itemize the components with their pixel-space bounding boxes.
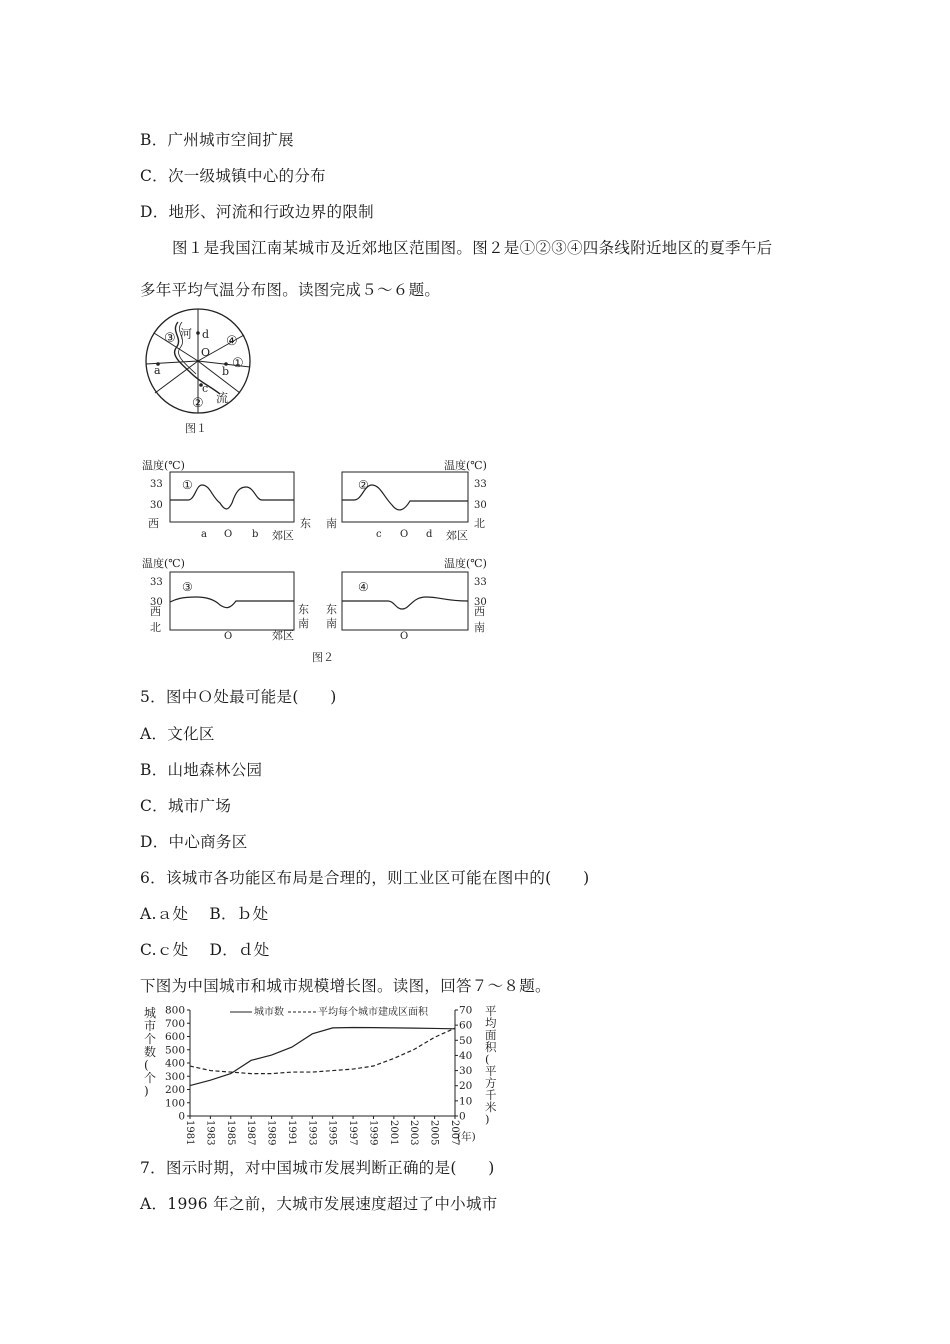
p3-suburb: 郊区 [272,629,294,642]
intro-q7-8: 下图为中国城市和城市规模增长图。读图，回答７～８题。 [140,977,551,995]
panel-3 [142,556,309,642]
p1-tick-b: b [252,529,259,540]
right-axis-label-char: ( [485,1052,490,1066]
right-tick-label: 20 [459,1080,473,1093]
passage-intro-line1: 图１是我国江南某城市及近郊地区范围图。图２是①②③④四条线附近地区的夏季午后 [172,239,773,257]
p2-right-dir: 北 [474,517,485,530]
option-b-guangzhou: B．广州城市空间扩展 [140,131,294,149]
x-tick-label: 1985 [224,1120,236,1146]
left-tick-label: 800 [164,1004,185,1017]
left-axis-label-char: ( [144,1058,149,1072]
right-axis-label-char: 面 [485,1028,497,1042]
fig1-river-label: 河 [180,327,193,341]
right-tick-label: 50 [459,1034,473,1047]
x-tick-label: 1987 [245,1120,257,1146]
left-tick-label: 100 [164,1097,185,1110]
x-tick-label: 1993 [306,1120,318,1146]
right-tick-label: 0 [459,1110,466,1123]
x-unit-label: (年) [457,1131,476,1143]
x-tick-label: 2001 [387,1120,399,1146]
p3-num: ③ [182,580,193,594]
question-7: 7．图示时期，对中国城市发展判断正确的是( ) [140,1159,495,1177]
fig1-line1: ① [232,356,244,371]
figure2-temperature-profiles [140,455,500,667]
x-tick-label: 1991 [285,1120,297,1146]
q5-option-a: A．文化区 [140,725,215,743]
svg-text:33: 33 [150,577,163,588]
x-tick-label: 2003 [408,1120,420,1146]
left-tick-label: 0 [178,1110,185,1123]
right-axis-label-char: 方 [485,1076,497,1090]
svg-text:西: 西 [474,605,485,618]
series-avg-area-line [190,1028,455,1073]
figure1-city-map [140,308,260,442]
q5-option-d: D．中心商务区 [140,833,248,851]
q7-option-a: A．1996 年之前，大城市发展速度超过了中小城市 [140,1195,498,1213]
panel-2 [326,458,487,542]
svg-text:30: 30 [150,597,163,608]
p2-tick-c: c [376,529,382,540]
x-tick-label: 1997 [347,1120,359,1146]
right-tick-label: 10 [459,1095,473,1108]
p1-tick-a: a [201,529,207,540]
q6-options-ab: A.ａ处 B．ｂ处 [140,905,269,923]
q6-options-cd: C.ｃ处 D．ｄ处 [140,941,270,959]
x-tick-label: 2005 [428,1120,440,1146]
right-tick-label: 70 [459,1004,473,1017]
passage-intro-line2: 多年平均气温分布图。读图完成５～６题。 [140,281,441,299]
left-tick-label: 500 [164,1044,185,1057]
left-tick-label: 300 [164,1070,185,1083]
p1-tick-o: O [224,529,233,540]
left-axis-label-char: 个 [144,1071,157,1085]
p2-tick-d: d [426,529,433,540]
x-tick-label: 1981 [184,1120,195,1146]
svg-text:东: 东 [326,603,337,616]
p1-num: ① [182,478,193,492]
svg-text:30: 30 [474,500,487,511]
svg-text:南: 南 [474,621,485,634]
option-c-subcenter: C．次一级城镇中心的分布 [140,167,326,185]
left-tick-label: 400 [164,1057,185,1070]
option-d-terrain: D．地形、河流和行政边界的限制 [140,203,374,221]
left-axis-label-char: 城 [144,1006,157,1020]
x-tick-label: 2007 [449,1120,460,1146]
figure1-caption: 图１ [185,422,207,435]
svg-text:北: 北 [150,621,161,634]
p2-ylabel: 温度(℃) [444,459,487,472]
svg-text:南: 南 [326,617,337,630]
right-tick-label: 60 [459,1019,473,1032]
right-tick-label: 30 [459,1065,473,1078]
p2-suburb: 郊区 [446,529,468,542]
svg-text:西: 西 [150,605,161,618]
left-axis-label-char: 市 [144,1019,157,1033]
p4-num: ④ [358,580,369,594]
panel-1 [142,458,311,542]
q5-option-c: C．城市广场 [140,797,232,815]
svg-text:30: 30 [474,597,487,608]
p1-right-dir: 东 [300,517,311,530]
right-axis-label-char: 积 [485,1040,497,1054]
left-tick-label: 200 [164,1084,185,1096]
svg-text:东: 东 [298,603,309,616]
svg-text:30: 30 [150,500,163,511]
fig1-point-c: c [202,382,209,395]
right-axis-label-char: 米 [485,1100,497,1114]
left-tick-label: 600 [164,1031,185,1043]
svg-text:南: 南 [298,617,309,630]
right-axis-label-char: 千 [485,1088,497,1102]
question-5: 5．图中Ｏ处最可能是( ) [140,688,337,706]
fig1-point-o: O [201,346,211,359]
series-city-count-line [190,1027,455,1085]
fig1-river-label2: 流 [216,391,229,405]
p2-left-dir: 南 [326,517,337,530]
p1-ylabel: 温度(℃) [142,459,185,472]
right-axis-label-char: ) [485,1112,490,1126]
fig1-line4: ④ [226,334,238,349]
figure2-caption: 图２ [312,651,334,664]
right-axis-label-char: 平 [485,1004,497,1018]
p4-ylabel: 温度(℃) [444,557,487,570]
p1-left-dir: 西 [148,517,159,530]
left-axis-label-char: ) [144,1084,149,1098]
x-tick-label: 1983 [204,1120,216,1146]
left-axis-label-char: 个 [144,1032,157,1046]
city-growth-chart [140,1004,500,1146]
p4-tick-o: O [400,631,409,642]
p2-tick-o: O [400,529,409,540]
x-tick-label: 1989 [265,1120,277,1146]
fig1-point-b: b [222,365,230,378]
x-tick-label: 1999 [367,1120,379,1146]
left-axis-label-char: 数 [144,1045,157,1059]
legend-city-count: 城市数 [254,1007,284,1018]
fig1-point-d: d [202,328,210,341]
p3-tick-o: O [224,631,233,642]
q5-option-b: B．山地森林公园 [140,761,263,779]
svg-text:33: 33 [150,479,163,490]
right-tick-label: 40 [459,1049,473,1062]
p2-num: ② [358,478,369,492]
svg-text:33: 33 [474,577,487,588]
panel-4 [326,556,487,642]
legend-avg-area: 平均每个城市建成区面积 [318,1007,428,1018]
p3-ylabel: 温度(℃) [142,557,185,570]
left-tick-label: 700 [164,1017,185,1030]
fig1-point-a: a [154,364,161,377]
right-axis-label-char: 平 [485,1064,497,1078]
fig1-line2: ② [192,396,204,411]
question-6: 6．该城市各功能区布局是合理的，则工业区可能在图中的( ) [140,869,590,887]
right-axis-label-char: 均 [485,1016,497,1030]
x-tick-label: 1995 [326,1120,338,1146]
p1-suburb: 郊区 [272,529,294,542]
svg-text:33: 33 [474,479,487,490]
fig1-line3: ③ [164,331,176,346]
